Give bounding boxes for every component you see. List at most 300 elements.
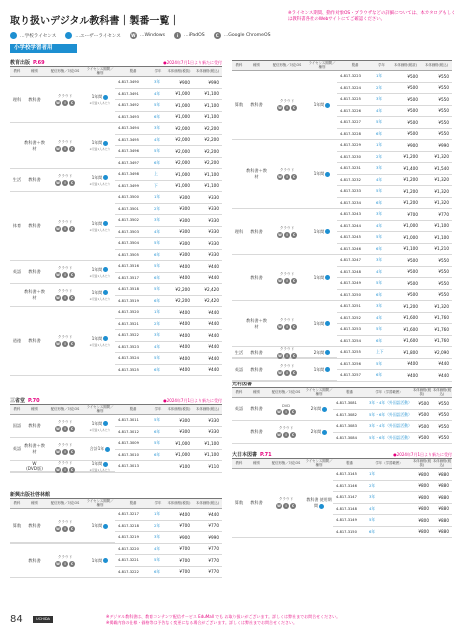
product-code: 4-817-3248	[340, 269, 361, 274]
product-code: 4-817-3227	[340, 120, 361, 125]
column-header: 本体価格(税抜)	[167, 406, 191, 411]
delivery-os	[276, 497, 297, 509]
product-code: 4-817-3518	[118, 287, 139, 292]
type-cell: 教科書	[24, 510, 45, 544]
price-excl-tax: ¥1,200	[403, 200, 418, 206]
price-excl-tax: ¥1,000	[175, 452, 190, 458]
price-excl-tax: ¥500	[407, 131, 418, 137]
license-info	[311, 429, 328, 435]
column-header: 製番	[129, 500, 137, 505]
license-cell	[305, 470, 333, 538]
os-cell	[45, 193, 85, 261]
column-header: 種別	[31, 500, 38, 505]
license-info	[90, 140, 111, 151]
type-cell: 教科書	[246, 359, 267, 381]
product-code: 4-817-3252	[340, 315, 361, 320]
price-excl-tax: ¥400	[179, 332, 190, 338]
license-note: ※児童1人あたり	[89, 181, 111, 186]
price-incl-tax: ¥770	[208, 557, 219, 563]
price-incl-tax: ¥330	[208, 252, 219, 258]
product-code: 4-817-3226	[340, 108, 361, 113]
license-info	[314, 102, 331, 108]
price-incl-tax: ¥330	[208, 429, 219, 435]
grade: 3年	[154, 125, 161, 131]
price-excl-tax: ¥700	[407, 211, 418, 217]
windows-icon: W	[278, 370, 282, 375]
legend-label: …学校ライセンス	[20, 33, 57, 39]
grade: 下	[154, 182, 158, 188]
product-code: 4-817-3217	[118, 512, 139, 517]
price-incl-tax: ¥330	[208, 417, 219, 423]
grade: 1年	[154, 309, 161, 315]
type-cell: W (DVD版)	[24, 462, 45, 473]
product-code: 4-817-3223	[340, 74, 361, 79]
product-code: 4-817-3505	[118, 252, 139, 257]
product-code: 4-817-3011	[118, 418, 139, 423]
subject-cell: 算数	[10, 510, 24, 544]
delivery-label: クラウド	[279, 99, 295, 104]
price-incl-tax: ¥550	[438, 423, 449, 429]
publisher-name: 三省堂	[10, 398, 26, 404]
product-code: 4-817-3082	[336, 412, 357, 417]
legend-label: …ユーザーライセンス	[75, 33, 121, 39]
os-cell	[267, 302, 307, 347]
price-excl-tax: ¥400	[179, 344, 190, 350]
license-period: 1年間	[92, 175, 109, 181]
product-code: 4-817-3519	[118, 298, 139, 303]
license-icon	[325, 350, 330, 355]
delivery-label: クラウド	[57, 443, 73, 448]
publisher-name: 新興出版社啓林館	[10, 492, 51, 498]
legend-ipados	[174, 32, 205, 39]
grade: 3年	[376, 165, 383, 171]
grade: 6年	[154, 274, 161, 280]
price-incl-tax: ¥550	[438, 412, 449, 418]
block-note: ●2024年7月1日より新たに受付	[163, 60, 222, 65]
product-code: 4-817-3523	[118, 344, 139, 349]
product-code: 4-817-3501	[118, 206, 139, 211]
license-period: 1年間	[314, 321, 331, 327]
grade: 6年	[154, 366, 161, 372]
delivery-label: クラウド	[57, 174, 73, 179]
product-code: 4-817-3255	[340, 350, 361, 355]
license-period: 1年間	[92, 336, 109, 342]
table-kyoiku	[10, 66, 222, 376]
price-incl-tax: ¥1,100	[204, 114, 219, 120]
product-code: 4-817-3249	[340, 281, 361, 286]
price-excl-tax: ¥500	[418, 400, 429, 406]
grade: 4年	[376, 107, 383, 113]
product-code: 4-817-3145	[336, 472, 357, 477]
windows-icon: W	[56, 450, 60, 455]
grade: 1年	[376, 73, 383, 79]
product-code: 4-817-3233	[340, 189, 361, 194]
column-header: 種別	[31, 406, 38, 411]
license-note: ※児童1人あたり	[89, 147, 111, 152]
legend-windows	[130, 32, 165, 39]
ipad-icon: i	[62, 341, 68, 347]
delivery-os	[55, 289, 76, 301]
os-cell	[45, 510, 85, 544]
column-header: 教科	[13, 68, 21, 73]
column-header: 配信形態／対応OS	[50, 500, 80, 505]
price-excl-tax: ¥1,400	[403, 165, 418, 171]
product-code: 4-817-3524	[118, 356, 139, 361]
type-cell: 教科書	[24, 416, 45, 438]
ipad-icon: i	[284, 353, 290, 359]
page-number: 84	[10, 614, 23, 625]
column-header: 教科	[235, 62, 243, 67]
ipad-icon: i	[283, 432, 289, 438]
subject-cell: 英語	[10, 439, 24, 461]
os-cell	[267, 348, 307, 359]
license-cell	[85, 308, 115, 376]
product-code: 4-817-3496	[118, 149, 139, 154]
price-excl-tax: ¥2,000	[175, 125, 190, 131]
column-header: 本体価格(税込)	[196, 68, 219, 73]
price-incl-tax: ¥2,420	[204, 286, 219, 292]
ipad-icon: i	[62, 295, 68, 301]
table-keirinkan	[10, 498, 222, 578]
price-incl-tax: ¥2,200	[204, 160, 219, 166]
footer-notes	[106, 614, 340, 626]
license-cell	[85, 439, 115, 461]
price-incl-tax: ¥1,210	[434, 246, 449, 252]
delivery-os	[55, 140, 76, 152]
product-code: 4-817-3229	[340, 143, 361, 148]
grade: 5年	[154, 148, 161, 154]
price-incl-tax: ¥2,200	[204, 148, 219, 154]
chrome-icon: C	[70, 146, 74, 151]
delivery-os	[277, 347, 298, 359]
price-excl-tax: ¥2,200	[175, 286, 190, 292]
os-cell	[267, 141, 307, 209]
column-header: 教科	[13, 500, 21, 505]
price-excl-tax: ¥400	[179, 355, 190, 361]
product-code: 4-817-3495	[118, 137, 139, 142]
delivery-label: クラウド	[57, 266, 73, 271]
price-incl-tax: ¥330	[208, 194, 219, 200]
os-icons	[276, 409, 297, 415]
price-incl-tax: ¥330	[208, 217, 219, 223]
table-header	[10, 67, 222, 77]
price-incl-tax: ¥110	[208, 463, 219, 469]
subject-cell: 英語	[232, 359, 246, 381]
product-code: 4-817-3218	[118, 523, 139, 528]
product-code: 4-817-3504	[118, 241, 139, 246]
license-icon	[325, 172, 330, 177]
license-note: ※児童1人あたり	[89, 101, 111, 106]
os-cell	[267, 210, 307, 255]
product-code: 4-817-3010	[118, 452, 139, 457]
license-cell	[85, 170, 115, 192]
price-incl-tax: ¥330	[208, 206, 219, 212]
os-icons	[276, 432, 297, 438]
license-period: 2年間	[311, 429, 328, 435]
price-excl-tax: ¥500	[407, 119, 418, 125]
windows-icon: W	[56, 467, 60, 472]
os-cell	[45, 308, 85, 376]
os-icons	[55, 146, 76, 152]
delivery-os	[277, 272, 298, 284]
product-code: 4-817-3492	[118, 103, 139, 108]
grade: 6年	[376, 199, 383, 205]
product-code: 4-817-3084	[336, 435, 357, 440]
product-code: 4-817-3250	[340, 292, 361, 297]
license-info	[92, 523, 109, 529]
windows-icon: W	[56, 227, 60, 232]
license-cell	[307, 302, 337, 347]
license-period: 1年間	[92, 94, 109, 100]
os-icons	[55, 226, 76, 232]
column-header: 本体価格(税込)	[196, 406, 219, 411]
license-period: 教科書 使用期間	[306, 497, 332, 509]
subject-cell: 生活	[232, 348, 246, 359]
grade: 5年	[154, 286, 161, 292]
type-cell: 教科書＋教材	[24, 124, 45, 169]
price-excl-tax: ¥2,200	[175, 298, 190, 304]
product-code: 4-817-3498	[118, 172, 139, 177]
price-excl-tax: ¥300	[179, 429, 190, 435]
block-header-kyoiku	[10, 59, 222, 66]
grade: 上	[154, 171, 158, 177]
publisher-name: 教育出版	[10, 60, 31, 66]
page-title: 取り扱いデジタル教科書｜製番一覧｜	[10, 16, 180, 27]
license-note: ※ライセンス期間、動作対象OS・ブラウザなどの詳細については、本カタログもしくは教科書各社のWebサイトにてご確認ください。	[288, 11, 456, 22]
price-incl-tax: ¥2,420	[204, 298, 219, 304]
license-info	[90, 221, 111, 232]
chrome-icon: C	[292, 232, 296, 237]
grade: 6年	[154, 568, 161, 574]
windows-icon: W	[131, 33, 136, 38]
windows-icon: W	[56, 181, 60, 186]
license-icon	[325, 229, 330, 234]
column-header: 本体価格(税込)	[196, 500, 219, 505]
column-header: ライセンス期間／種別	[305, 387, 333, 396]
license-period: 1年間	[92, 290, 109, 296]
license-cell	[85, 285, 115, 307]
price-excl-tax: ¥1,200	[403, 188, 418, 194]
price-excl-tax: ¥1,200	[403, 154, 418, 160]
price-excl-tax: ¥400	[407, 361, 418, 367]
license-icon	[319, 504, 324, 509]
license-info	[90, 267, 111, 278]
type-cell: 教科書	[24, 262, 45, 284]
grade: 1年	[369, 471, 376, 477]
license-cell	[307, 256, 337, 301]
delivery-os	[277, 99, 298, 111]
chrome-icon: C	[292, 106, 296, 111]
grade: 6年	[376, 372, 383, 378]
license-info	[314, 275, 331, 281]
grade: 4年	[154, 343, 161, 349]
column-header: 学年	[154, 68, 162, 73]
footer-note-1: ※デジタル教科書は、教育コンテンツ配信サービス EduMall でも お取り扱いがございます。詳しくは弊社までお問合せください。	[106, 614, 341, 619]
product-code: 4-817-3520	[118, 310, 139, 315]
license-info	[311, 406, 328, 412]
table-header	[232, 388, 452, 398]
chrome-icon: C	[70, 100, 74, 105]
license-period: 1年間	[92, 523, 109, 529]
os-cell	[267, 72, 307, 140]
block-note: ●2024年7月1日より新たに受付	[163, 398, 222, 403]
ipad-icon: i	[284, 105, 290, 111]
price-incl-tax: ¥440	[208, 332, 219, 338]
os-cell	[45, 78, 85, 123]
os-cell	[45, 462, 85, 473]
price-excl-tax: ¥2,000	[175, 148, 190, 154]
column-header: 学年	[378, 62, 385, 67]
subject-cell	[10, 124, 24, 169]
delivery-label: クラウド	[279, 346, 295, 351]
ipad-icon: i	[62, 100, 68, 106]
os-icons	[277, 105, 298, 111]
price-excl-tax: ¥400	[407, 372, 418, 378]
price-incl-tax: ¥880	[438, 506, 449, 512]
grade: 2年	[376, 84, 383, 90]
product-code: 4-817-3491	[118, 91, 139, 96]
subject-cell: 英語	[232, 399, 246, 421]
delivery-os	[55, 520, 76, 532]
delivery-label: DVD	[282, 403, 290, 408]
price-excl-tax: ¥100	[179, 463, 190, 469]
price-incl-tax: ¥2,200	[204, 125, 219, 131]
ipad-icon: i	[284, 232, 290, 238]
column-header: 本体価格(税抜)	[167, 500, 191, 505]
grade: 3年	[369, 494, 376, 500]
grade: 6年	[154, 251, 161, 257]
license-cell	[307, 348, 337, 359]
os-icons	[277, 353, 298, 359]
license-note: ※児童1人あたり	[89, 227, 111, 232]
price-incl-tax: ¥1,100	[434, 223, 449, 229]
price-excl-tax: ¥800	[418, 483, 429, 489]
license-icon	[322, 407, 327, 412]
column-header: ライセンス期間／種別	[305, 458, 333, 467]
price-incl-tax: ¥440	[208, 511, 219, 517]
price-incl-tax: ¥440	[438, 361, 449, 367]
grade: 3年	[154, 79, 161, 85]
price-incl-tax: ¥1,320	[434, 200, 449, 206]
delivery-label: クラウド	[57, 220, 73, 225]
delivery-label: クラウド	[279, 271, 295, 276]
license-icon	[103, 221, 108, 226]
license-period: 1年間	[92, 461, 109, 467]
price-incl-tax: ¥550	[438, 131, 449, 137]
grade: 5年	[154, 263, 161, 269]
price-incl-tax: ¥550	[438, 73, 449, 79]
license-info	[305, 497, 333, 509]
product-code: 4-817-3148	[336, 506, 357, 511]
os-cell	[267, 256, 307, 301]
grade: 5年・6年（外国語活動）	[369, 434, 412, 440]
column-header: 製番	[129, 68, 137, 73]
footer-note-2: ※掲載内容の仕様・価格等は予告なく変更になる場合がございます。詳しくは弊社までお問合せください。	[106, 620, 298, 625]
license-icon	[105, 447, 110, 452]
price-incl-tax: ¥550	[438, 257, 449, 263]
windows-icon: W	[278, 175, 282, 180]
product-code: 4-817-3499	[118, 183, 139, 188]
grade: 1年	[154, 194, 161, 200]
ipad-icon: i	[62, 561, 68, 567]
price-incl-tax: ¥1,100	[204, 452, 219, 458]
price-excl-tax: ¥500	[407, 96, 418, 102]
publisher-name: 光村図書	[232, 381, 253, 387]
price-excl-tax: ¥500	[407, 280, 418, 286]
delivery-label: クラウド	[279, 168, 295, 173]
license-period: 1年間	[92, 140, 109, 146]
ipad-icon: i	[284, 174, 290, 180]
price-incl-tax: ¥330	[208, 240, 219, 246]
grade: 6年	[154, 113, 161, 119]
price-incl-tax: ¥440	[208, 321, 219, 327]
grade: 4年	[376, 176, 383, 182]
os-icons	[55, 100, 76, 106]
price-excl-tax: ¥300	[179, 229, 190, 235]
ipad-icon: i	[62, 180, 68, 186]
column-header: 製番	[346, 389, 353, 394]
license-info	[90, 290, 111, 301]
license-note: ※児童1人あたり	[89, 427, 111, 432]
os-icons	[55, 295, 76, 301]
license-note: ※児童1人あたり	[89, 296, 111, 301]
grade: 6年	[154, 451, 161, 457]
price-excl-tax: ¥400	[179, 275, 190, 281]
subject-cell: 理科	[232, 210, 246, 255]
license-icon	[325, 275, 330, 280]
grade: 上下	[376, 349, 384, 355]
product-code: 4-817-3228	[340, 131, 361, 136]
chrome-icon: C	[291, 433, 295, 438]
license-cell	[307, 72, 337, 140]
price-incl-tax: ¥550	[438, 96, 449, 102]
subject-cell	[232, 141, 246, 209]
license-cell	[85, 262, 115, 284]
column-header: 配信形態／対応OS	[271, 389, 301, 394]
subject-cell	[10, 544, 24, 578]
license-icon	[325, 367, 330, 372]
price-incl-tax: ¥990	[208, 534, 219, 540]
license-cell	[307, 141, 337, 209]
windows-icon: W	[56, 427, 60, 432]
grade: 5年・6年（外国語活動）	[369, 411, 412, 417]
grade: 3年・4年（外国語活動）	[369, 423, 412, 429]
license-period: 1年間	[92, 221, 109, 227]
price-excl-tax: ¥1,100	[403, 246, 418, 252]
product-code: 4-817-3013	[118, 464, 139, 469]
price-incl-tax: ¥550	[438, 292, 449, 298]
license-cell	[307, 210, 337, 255]
os-cell	[267, 359, 307, 381]
table-header	[10, 499, 222, 509]
price-excl-tax: ¥500	[407, 73, 418, 79]
grade: 5年	[376, 119, 383, 125]
os-icons	[55, 426, 76, 432]
subject-cell	[232, 256, 246, 301]
column-header: 種別	[253, 389, 260, 394]
column-header: 製番	[129, 406, 137, 411]
column-header: 学年（学習範囲）	[375, 389, 403, 394]
product-code: 4-817-3222	[118, 569, 139, 574]
grade: 2年	[154, 320, 161, 326]
license-info	[314, 350, 331, 356]
price-excl-tax: ¥500	[407, 108, 418, 114]
price-excl-tax: ¥1,600	[403, 315, 418, 321]
grade: 3年	[154, 217, 161, 223]
product-code: 4-817-3251	[340, 304, 361, 309]
subject-cell	[10, 285, 24, 307]
delivery-os	[277, 168, 298, 180]
